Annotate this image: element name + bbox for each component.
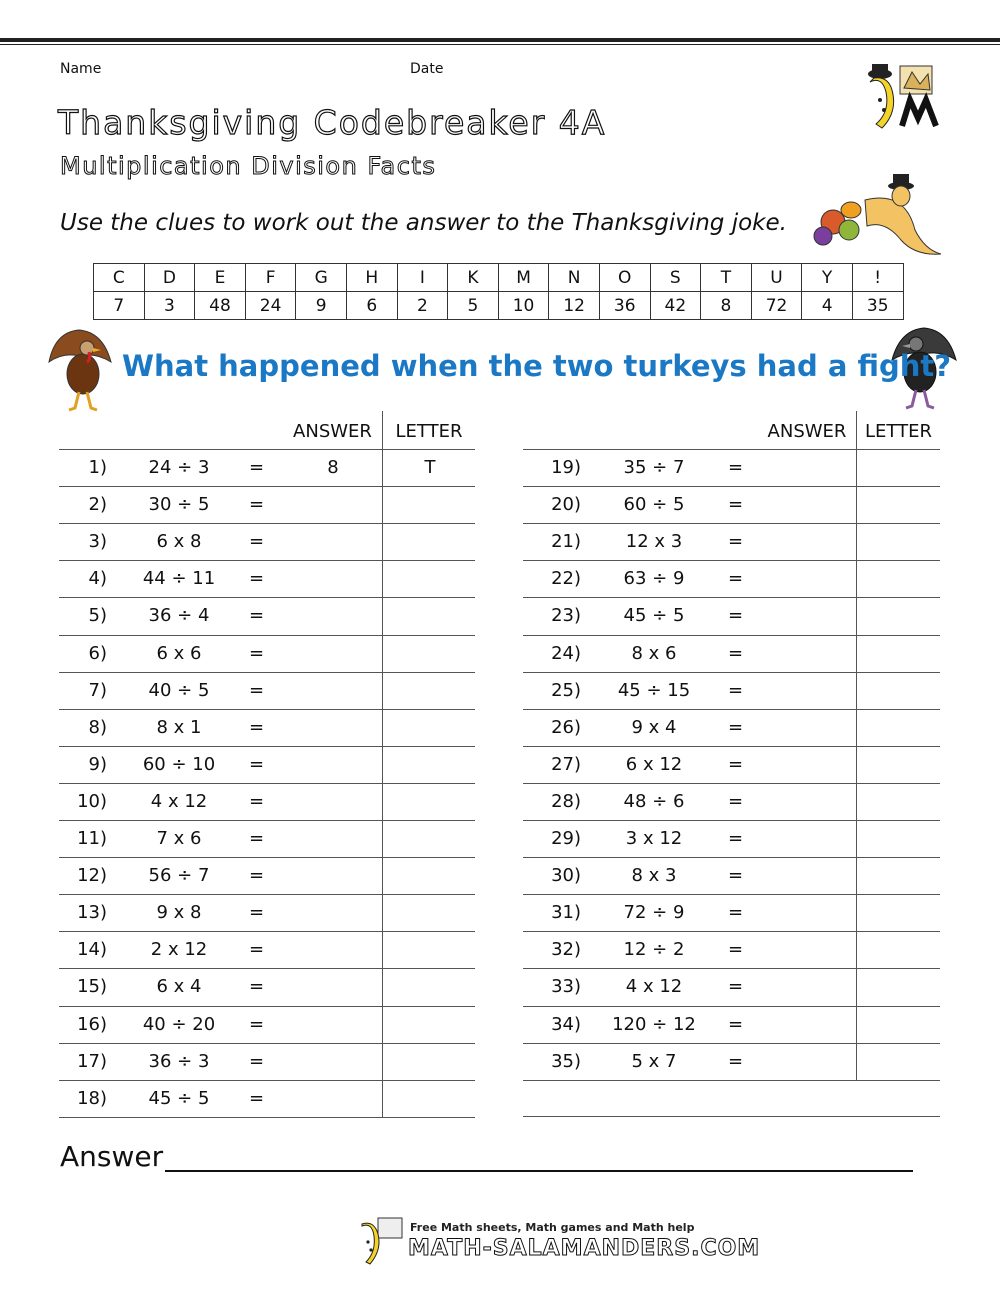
code-number: 2 bbox=[397, 292, 448, 320]
problem-number: 24) bbox=[551, 642, 581, 664]
code-number: 6 bbox=[346, 292, 397, 320]
code-letter: U bbox=[751, 264, 802, 292]
table-row bbox=[59, 746, 475, 783]
problem-number: 14) bbox=[77, 939, 107, 961]
problem-number: 8) bbox=[88, 716, 107, 738]
equals-sign: = bbox=[248, 1050, 265, 1072]
code-letter: C bbox=[94, 264, 145, 292]
table-row bbox=[523, 449, 940, 486]
problem-number: 16) bbox=[77, 1013, 107, 1035]
problem-expression: 35 ÷ 7 bbox=[623, 457, 685, 478]
equals-sign: = bbox=[727, 1050, 744, 1072]
problem-number: 26) bbox=[551, 716, 581, 738]
code-number: 9 bbox=[296, 292, 347, 320]
equals-sign: = bbox=[727, 790, 744, 812]
code-letter: K bbox=[448, 264, 499, 292]
equals-sign: = bbox=[727, 865, 744, 887]
equals-sign: = bbox=[248, 939, 265, 961]
problem-number: 25) bbox=[551, 679, 581, 701]
equals-sign: = bbox=[727, 531, 744, 553]
code-letter: D bbox=[144, 264, 195, 292]
table-row bbox=[59, 968, 475, 1005]
table-row bbox=[59, 523, 475, 560]
problem-expression: 48 ÷ 6 bbox=[623, 790, 685, 812]
problem-expression: 12 ÷ 2 bbox=[623, 939, 685, 961]
footer-tagline: Free Math sheets, Math games and Math help bbox=[410, 1221, 695, 1234]
answer-label: Answer bbox=[60, 1140, 164, 1173]
table-row bbox=[523, 486, 940, 523]
equals-sign: = bbox=[727, 494, 744, 516]
problem-number: 33) bbox=[551, 976, 581, 998]
table-row bbox=[523, 783, 940, 820]
code-number: 48 bbox=[195, 292, 246, 320]
table-row bbox=[59, 560, 475, 597]
table-row bbox=[59, 931, 475, 968]
equals-sign: = bbox=[248, 976, 265, 998]
problem-expression: 30 ÷ 5 bbox=[148, 494, 210, 516]
code-letter: M bbox=[498, 264, 549, 292]
equals-sign: = bbox=[248, 1087, 265, 1109]
equals-sign: = bbox=[727, 753, 744, 775]
problem-expression: 6 x 6 bbox=[156, 642, 202, 664]
code-number: 35 bbox=[852, 292, 903, 320]
equals-sign: = bbox=[248, 457, 265, 478]
problem-number: 35) bbox=[551, 1050, 581, 1072]
right-answer-header: ANSWER bbox=[767, 421, 847, 442]
table-row bbox=[59, 1006, 475, 1043]
problem-expression: 45 ÷ 15 bbox=[617, 679, 691, 701]
top-rule-thin bbox=[0, 44, 1000, 45]
equals-sign: = bbox=[248, 865, 265, 887]
problem-number: 21) bbox=[551, 531, 581, 553]
table-row bbox=[523, 523, 940, 560]
problem-number: 4) bbox=[88, 568, 107, 590]
table-row bbox=[59, 672, 475, 709]
problem-expression: 8 x 1 bbox=[156, 716, 202, 738]
top-rule bbox=[0, 38, 1000, 42]
equals-sign: = bbox=[248, 753, 265, 775]
table-row bbox=[59, 709, 475, 746]
equals-sign: = bbox=[727, 642, 744, 664]
problem-expression: 8 x 6 bbox=[631, 642, 677, 664]
problem-expression: 6 x 4 bbox=[156, 976, 202, 998]
equals-sign: = bbox=[727, 976, 744, 998]
code-number: 36 bbox=[599, 292, 650, 320]
equals-sign: = bbox=[248, 568, 265, 590]
problem-expression: 120 ÷ 12 bbox=[612, 1013, 696, 1035]
problem-expression: 63 ÷ 9 bbox=[623, 568, 685, 590]
name-label: Name bbox=[60, 61, 102, 77]
code-number: 3 bbox=[144, 292, 195, 320]
instructions: Use the clues to work out the answer to the Thanksgiving joke. bbox=[60, 210, 787, 236]
problem-number: 12) bbox=[77, 865, 107, 887]
code-numbers-row bbox=[94, 292, 904, 320]
problem-expression: 45 ÷ 5 bbox=[148, 1087, 210, 1109]
table-row bbox=[523, 1043, 940, 1080]
table-row bbox=[523, 597, 940, 634]
code-letter: Y bbox=[802, 264, 853, 292]
table-row bbox=[523, 931, 940, 968]
equals-sign: = bbox=[248, 790, 265, 812]
code-letters-row bbox=[94, 264, 904, 292]
problem-number: 29) bbox=[551, 828, 581, 849]
code-number: 42 bbox=[650, 292, 701, 320]
problem-expression: 8 x 3 bbox=[631, 865, 677, 887]
date-label: Date bbox=[410, 61, 444, 77]
code-number: 8 bbox=[701, 292, 752, 320]
problem-number: 31) bbox=[551, 902, 581, 924]
problem-number: 13) bbox=[77, 902, 107, 924]
code-number: 5 bbox=[448, 292, 499, 320]
problem-expression: 5 x 7 bbox=[631, 1050, 677, 1072]
code-letter: I bbox=[397, 264, 448, 292]
problem-number: 30) bbox=[551, 865, 581, 887]
table-row bbox=[523, 672, 940, 709]
problem-number: 22) bbox=[551, 568, 581, 590]
code-letter: S bbox=[650, 264, 701, 292]
turkey-icon bbox=[45, 322, 115, 414]
answer-blank[interactable] bbox=[165, 1170, 913, 1172]
row-divider bbox=[523, 1080, 940, 1081]
problem-number: 9) bbox=[88, 753, 107, 775]
problem-number: 19) bbox=[551, 457, 581, 478]
problem-number: 5) bbox=[88, 605, 107, 627]
problem-expression: 36 ÷ 3 bbox=[148, 1050, 210, 1072]
equals-sign: = bbox=[727, 716, 744, 738]
code-number: 72 bbox=[751, 292, 802, 320]
code-number: 24 bbox=[245, 292, 296, 320]
equals-sign: = bbox=[727, 605, 744, 627]
footer-site-link[interactable]: MATH-SALAMANDERS.COM bbox=[408, 1236, 761, 1261]
cornucopia-icon bbox=[805, 170, 945, 260]
right-letter-header: LETTER bbox=[865, 421, 932, 442]
problem-expression: 6 x 12 bbox=[625, 753, 683, 775]
problem-expression: 24 ÷ 3 bbox=[148, 457, 210, 478]
problem-number: 28) bbox=[551, 790, 581, 812]
code-letter: ! bbox=[852, 264, 903, 292]
problem-expression: 45 ÷ 5 bbox=[623, 605, 685, 627]
equals-sign: = bbox=[248, 902, 265, 924]
table-row bbox=[523, 746, 940, 783]
code-letter: F bbox=[245, 264, 296, 292]
row-divider bbox=[523, 1116, 940, 1117]
problem-number: 32) bbox=[551, 939, 581, 961]
code-number: 4 bbox=[802, 292, 853, 320]
code-letter: T bbox=[701, 264, 752, 292]
problem-expression: 9 x 4 bbox=[631, 716, 677, 738]
table-row bbox=[523, 857, 940, 894]
problem-number: 3) bbox=[88, 531, 107, 553]
problem-number: 10) bbox=[77, 790, 107, 812]
table-row bbox=[59, 894, 475, 931]
table-row bbox=[59, 1043, 475, 1080]
equals-sign: = bbox=[248, 494, 265, 516]
code-table bbox=[93, 263, 904, 320]
code-number: 10 bbox=[498, 292, 549, 320]
answer-cell[interactable]: 8 bbox=[327, 457, 339, 478]
problem-expression: 2 x 12 bbox=[150, 939, 208, 961]
equals-sign: = bbox=[248, 828, 265, 849]
table-row bbox=[59, 783, 475, 820]
equals-sign: = bbox=[727, 568, 744, 590]
problem-number: 34) bbox=[551, 1013, 581, 1035]
problem-expression: 40 ÷ 20 bbox=[142, 1013, 216, 1035]
problem-expression: 9 x 8 bbox=[156, 902, 202, 924]
table-row bbox=[523, 635, 940, 672]
equals-sign: = bbox=[727, 457, 744, 478]
problem-expression: 40 ÷ 5 bbox=[148, 679, 210, 701]
problem-number: 18) bbox=[77, 1087, 107, 1109]
problem-expression: 12 x 3 bbox=[625, 531, 683, 553]
left-answer-header: ANSWER bbox=[293, 421, 372, 442]
column-divider bbox=[856, 411, 857, 1080]
problem-expression: 4 x 12 bbox=[150, 790, 208, 812]
row-divider bbox=[59, 1117, 475, 1118]
problem-number: 6) bbox=[88, 642, 107, 664]
problem-expression: 36 ÷ 4 bbox=[148, 605, 210, 627]
table-row bbox=[523, 968, 940, 1005]
problem-expression: 3 x 12 bbox=[625, 828, 683, 849]
left-letter-header: LETTER bbox=[395, 421, 463, 442]
code-number: 12 bbox=[549, 292, 600, 320]
equals-sign: = bbox=[248, 531, 265, 553]
salamander-pilgrim-logo-icon bbox=[862, 62, 942, 132]
table-row bbox=[59, 486, 475, 523]
problem-number: 7) bbox=[88, 679, 107, 701]
table-row bbox=[59, 1080, 475, 1117]
table-row bbox=[523, 560, 940, 597]
problem-number: 17) bbox=[77, 1050, 107, 1072]
code-number: 7 bbox=[94, 292, 145, 320]
table-row bbox=[59, 449, 475, 486]
problem-number: 23) bbox=[551, 605, 581, 627]
page-title: Thanksgiving Codebreaker 4A bbox=[58, 103, 607, 142]
table-row bbox=[59, 597, 475, 634]
page-subtitle: Multiplication Division Facts bbox=[60, 152, 437, 180]
column-divider bbox=[382, 411, 383, 1117]
table-row bbox=[523, 1006, 940, 1043]
equals-sign: = bbox=[248, 679, 265, 701]
table-row bbox=[59, 635, 475, 672]
problem-expression: 4 x 12 bbox=[625, 976, 683, 998]
code-letter: H bbox=[346, 264, 397, 292]
code-letter: N bbox=[549, 264, 600, 292]
joke-question: What happened when the two turkeys had a fight? bbox=[122, 349, 952, 383]
table-row bbox=[523, 894, 940, 931]
equals-sign: = bbox=[248, 1013, 265, 1035]
problem-expression: 44 ÷ 11 bbox=[142, 568, 216, 590]
code-letter: O bbox=[599, 264, 650, 292]
equals-sign: = bbox=[727, 939, 744, 961]
equals-sign: = bbox=[248, 716, 265, 738]
problem-number: 2) bbox=[88, 494, 107, 516]
table-row bbox=[523, 820, 940, 857]
equals-sign: = bbox=[727, 902, 744, 924]
letter-cell[interactable]: T bbox=[424, 457, 436, 478]
problem-number: 20) bbox=[551, 494, 581, 516]
code-letter: G bbox=[296, 264, 347, 292]
table-row bbox=[523, 709, 940, 746]
problem-number: 27) bbox=[551, 753, 581, 775]
table-row bbox=[59, 820, 475, 857]
problem-expression: 7 x 6 bbox=[156, 828, 202, 849]
problem-number: 11) bbox=[77, 828, 107, 849]
table-row bbox=[59, 857, 475, 894]
equals-sign: = bbox=[727, 828, 744, 849]
problem-expression: 56 ÷ 7 bbox=[148, 865, 210, 887]
equals-sign: = bbox=[248, 605, 265, 627]
code-letter: E bbox=[195, 264, 246, 292]
problem-expression: 60 ÷ 10 bbox=[142, 753, 216, 775]
problem-expression: 60 ÷ 5 bbox=[623, 494, 685, 516]
problem-number: 1) bbox=[88, 457, 107, 478]
salamander-footer-icon bbox=[356, 1216, 406, 1266]
problem-expression: 72 ÷ 9 bbox=[623, 902, 685, 924]
equals-sign: = bbox=[248, 642, 265, 664]
equals-sign: = bbox=[727, 1013, 744, 1035]
problem-expression: 6 x 8 bbox=[156, 531, 202, 553]
equals-sign: = bbox=[727, 679, 744, 701]
problem-number: 15) bbox=[77, 976, 107, 998]
